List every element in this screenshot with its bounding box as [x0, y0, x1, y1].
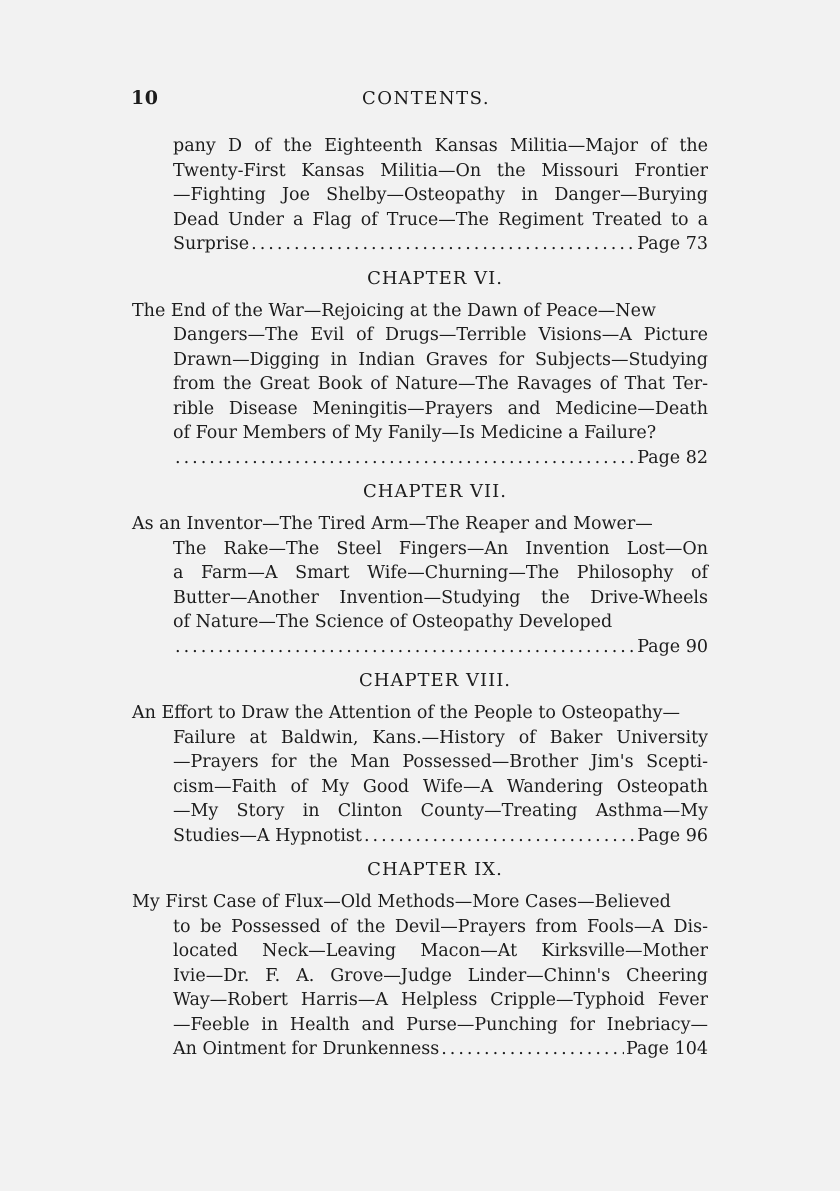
- entry-line: Way—Robert Harris—A Helpless Cripple—Typhoid Fever: [173, 990, 708, 1010]
- entry-line: —Feeble in Health and Purse—Punching for Inebriacy—: [173, 1014, 708, 1035]
- entry-line: of Nature—The Science of Osteopathy Developed: [173, 612, 613, 632]
- entry-line: —Prayers for the Man Possessed—Brother Jim's Scepti-: [173, 752, 708, 772]
- dot-leader: [441, 1037, 624, 1062]
- entry-line: Dangers—The Evil of Drugs—Terrible Visions—A Picture: [173, 325, 708, 345]
- entry-line: of Four Members of My Fanily—Is Medicine a Failure?: [173, 423, 657, 443]
- page-reference-line: [132, 1037, 708, 1062]
- dot-leader: [251, 232, 635, 257]
- entry-line: Twenty-First Kansas Militia—On the Missouri Frontier: [173, 160, 708, 181]
- entry-line: cism—Faith of My Good Wife—A Wandering Osteopath: [173, 776, 708, 797]
- entry-line: located Neck—Leaving Macon—At Kirksville—Mother: [173, 941, 708, 961]
- contents-entry-continued: [132, 134, 708, 257]
- page-reference: Page 104: [626, 1039, 708, 1059]
- page-reference-line: [132, 232, 708, 257]
- entry-line-end: Studies—A Hypnotist: [173, 825, 362, 846]
- page-reference-line: [132, 824, 708, 849]
- entry-line-end: Surprise: [173, 234, 250, 254]
- entry-lead-line: The End of the War—Rejoicing at the Dawn of Peace—New: [132, 300, 656, 321]
- page-number: 10: [131, 87, 159, 109]
- entry-line: from the Great Book of Nature—The Ravages of That Ter-: [173, 374, 708, 394]
- entry-line: Dead Under a Flag of Truce—The Regiment Treated to a: [173, 209, 708, 230]
- entry-line: a Farm—A Smart Wife—Churning—The Philosophy of: [173, 563, 708, 583]
- entry-line: Drawn—Digging in Indian Graves for Subjects—Studying: [173, 349, 708, 370]
- entry-line: —My Story in Clinton County—Treating Asthma—My: [173, 801, 708, 821]
- entry-line: Butter—Another Invention—Studying the Drive-Wheels: [173, 587, 708, 608]
- dot-leader: [175, 635, 635, 660]
- dot-leader: [364, 824, 635, 849]
- entry-line: to be Possessed of the Devil—Prayers from Fools—A Dis-: [173, 916, 708, 937]
- entry-line: pany D of the Eighteenth Kansas Militia—Major of the: [173, 136, 708, 156]
- running-head: CONTENTS.: [361, 88, 491, 109]
- contents-entry: [132, 512, 708, 659]
- page-reference-line: [132, 635, 708, 660]
- entry-line: Failure at Baldwin, Kans.—History of Baker University: [173, 727, 708, 748]
- entry-line: —Fighting Joe Shelby—Osteopathy in Danger—Burying: [173, 185, 708, 205]
- page-reference: Page 82: [637, 447, 708, 468]
- chapter-heading: CHAPTER VII.: [363, 481, 507, 502]
- entry-line: Ivie—Dr. F. A. Grove—Judge Linder—Chinn's Cheering: [173, 965, 708, 986]
- contents-entry: [132, 890, 708, 1062]
- page-reference: Page 90: [637, 636, 708, 657]
- page-reference: Page 96: [637, 825, 708, 846]
- contents-entry: [132, 701, 708, 848]
- page-reference-line: [132, 446, 708, 471]
- entry-line: rible Disease Meningitis—Prayers and Medicine—Death: [173, 398, 708, 419]
- chapter-heading: CHAPTER VI.: [367, 267, 503, 289]
- entry-line: The Rake—The Steel Fingers—An Invention Lost—On: [173, 538, 708, 559]
- entry-lead-line: As an Inventor—The Tired Arm—The Reaper and Mower—: [132, 514, 653, 534]
- dot-leader: [175, 446, 635, 471]
- page-reference: Page 73: [637, 234, 708, 254]
- contents-body: [132, 134, 708, 1062]
- contents-entry: [132, 299, 708, 471]
- entry-lead-line: My First Case of Flux—Old Methods—More Cases—Believed: [132, 892, 671, 912]
- chapter-heading: CHAPTER VIII.: [358, 670, 512, 691]
- entry-line-end: An Ointment for Drunkenness: [173, 1039, 440, 1059]
- entry-lead-line: An Effort to Draw the Attention of the People to Osteopathy—: [132, 703, 681, 723]
- chapter-heading: CHAPTER IX.: [367, 859, 503, 880]
